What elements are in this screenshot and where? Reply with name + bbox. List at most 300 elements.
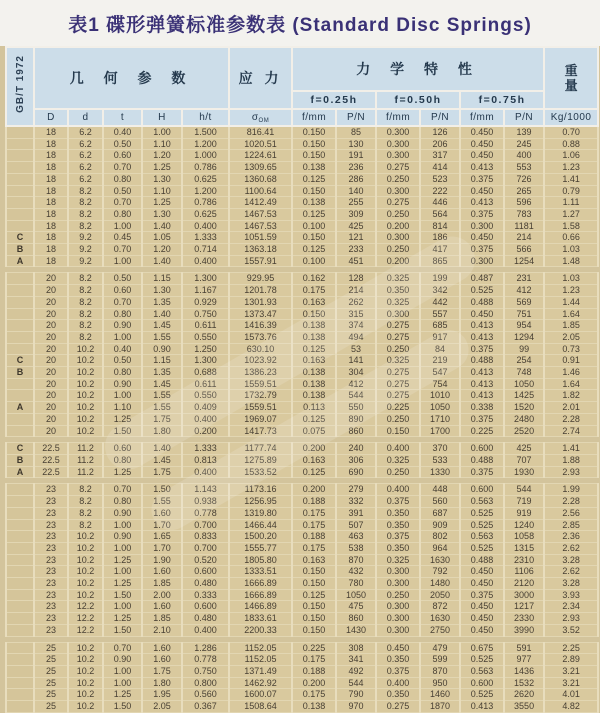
data-cell: 0.375 bbox=[376, 665, 420, 677]
data-cell: 0.800 bbox=[182, 677, 229, 689]
data-cell: 2.56 bbox=[544, 507, 598, 519]
data-cell: 10.2 bbox=[68, 554, 103, 566]
data-cell: 1666.89 bbox=[229, 578, 292, 590]
data-cell: 20 bbox=[34, 331, 68, 343]
data-cell: 0.625 bbox=[182, 208, 229, 220]
data-cell: 0.075 bbox=[292, 425, 336, 437]
table-row bbox=[6, 496, 598, 508]
data-cell: 1.55 bbox=[142, 331, 182, 343]
grade-cell: A bbox=[6, 402, 34, 414]
data-cell: 0.45 bbox=[103, 232, 142, 244]
data-cell: 8.2 bbox=[68, 197, 103, 209]
data-cell: 1023.92 bbox=[229, 355, 292, 367]
data-cell: 1466.44 bbox=[229, 519, 292, 531]
data-cell: 0.175 bbox=[292, 285, 336, 297]
data-cell: 2520 bbox=[504, 425, 544, 437]
data-cell: 0.413 bbox=[460, 367, 504, 379]
data-cell: 544 bbox=[504, 484, 544, 496]
weight-group-header bbox=[544, 47, 598, 109]
data-cell: 18 bbox=[34, 162, 68, 174]
data-cell: 11.2 bbox=[68, 466, 103, 478]
data-cell: 10.2 bbox=[68, 701, 103, 713]
data-cell: 8.2 bbox=[68, 296, 103, 308]
grade-cell bbox=[6, 601, 34, 613]
data-cell: 1275.89 bbox=[229, 454, 292, 466]
data-cell: 0.200 bbox=[376, 255, 420, 267]
data-cell: 0.550 bbox=[182, 390, 229, 402]
data-cell: 0.80 bbox=[103, 454, 142, 466]
data-cell: 492 bbox=[336, 665, 376, 677]
data-cell: 1.45 bbox=[142, 320, 182, 332]
data-cell: 0.200 bbox=[292, 677, 336, 689]
data-cell: 25 bbox=[34, 654, 68, 666]
data-cell: 0.700 bbox=[182, 519, 229, 531]
data-cell: 1500.20 bbox=[229, 531, 292, 543]
data-cell: 1.00 bbox=[103, 331, 142, 343]
grade-cell bbox=[6, 378, 34, 390]
data-cell: 0.188 bbox=[292, 496, 336, 508]
data-cell: 1294 bbox=[504, 331, 544, 343]
data-cell: 0.66 bbox=[544, 232, 598, 244]
data-cell: 0.200 bbox=[182, 425, 229, 437]
data-cell: 0.125 bbox=[292, 208, 336, 220]
data-cell: 1.00 bbox=[103, 566, 142, 578]
table-row bbox=[6, 443, 598, 455]
data-cell: 0.90 bbox=[103, 654, 142, 666]
data-cell: 0.488 bbox=[460, 454, 504, 466]
data-cell: 25 bbox=[34, 677, 68, 689]
data-cell: 1.85 bbox=[142, 578, 182, 590]
data-cell: 0.275 bbox=[376, 701, 420, 713]
grade-cell: A bbox=[6, 466, 34, 478]
data-cell: 1.44 bbox=[544, 296, 598, 308]
data-cell: 0.225 bbox=[376, 402, 420, 414]
data-cell: 0.375 bbox=[460, 173, 504, 185]
data-cell: 0.163 bbox=[292, 296, 336, 308]
data-cell: 1.000 bbox=[182, 150, 229, 162]
data-cell: 10.2 bbox=[68, 542, 103, 554]
data-cell: 0.100 bbox=[292, 220, 336, 232]
data-cell: 2.62 bbox=[544, 566, 598, 578]
table-row bbox=[6, 197, 598, 209]
data-cell: 2330 bbox=[504, 613, 544, 625]
data-cell: 0.163 bbox=[292, 554, 336, 566]
data-cell: 0.413 bbox=[460, 378, 504, 390]
data-cell: 0.350 bbox=[376, 542, 420, 554]
data-cell: 1.80 bbox=[142, 425, 182, 437]
data-cell: 1.50 bbox=[103, 589, 142, 601]
col-fmm-3: f/mm bbox=[460, 109, 504, 126]
data-cell: 18 bbox=[34, 208, 68, 220]
data-cell: 870 bbox=[420, 665, 460, 677]
data-cell: 0.90 bbox=[103, 507, 142, 519]
data-cell: 0.125 bbox=[292, 589, 336, 601]
data-cell: 9.2 bbox=[68, 255, 103, 267]
data-cell: 12.2 bbox=[68, 601, 103, 613]
data-cell: 1010 bbox=[420, 390, 460, 402]
col-d: d bbox=[68, 109, 103, 126]
data-cell: 84 bbox=[420, 343, 460, 355]
data-cell: 596 bbox=[504, 197, 544, 209]
table-row bbox=[6, 367, 598, 379]
data-cell: 2.10 bbox=[142, 624, 182, 636]
data-cell: 0.750 bbox=[182, 308, 229, 320]
data-cell: 1.30 bbox=[142, 208, 182, 220]
data-cell: 53 bbox=[336, 343, 376, 355]
table-row bbox=[6, 244, 598, 256]
data-cell: 130 bbox=[336, 138, 376, 150]
data-cell: 262 bbox=[336, 296, 376, 308]
data-cell: 10.2 bbox=[68, 413, 103, 425]
data-cell: 1732.79 bbox=[229, 390, 292, 402]
table-row bbox=[6, 701, 598, 713]
data-cell: 0.488 bbox=[460, 554, 504, 566]
data-cell: 186 bbox=[420, 232, 460, 244]
data-cell: 10.2 bbox=[68, 589, 103, 601]
data-cell: 23 bbox=[34, 542, 68, 554]
data-cell: 2.28 bbox=[544, 413, 598, 425]
data-cell: 0.325 bbox=[376, 296, 420, 308]
data-cell: 0.550 bbox=[182, 331, 229, 343]
data-cell: 1.75 bbox=[142, 665, 182, 677]
data-cell: 0.175 bbox=[292, 507, 336, 519]
data-cell: 1710 bbox=[420, 413, 460, 425]
data-cell: 1.25 bbox=[103, 578, 142, 590]
data-cell: 99 bbox=[504, 343, 544, 355]
data-cell: 10.2 bbox=[68, 677, 103, 689]
data-cell: 1.300 bbox=[182, 273, 229, 285]
table-row bbox=[6, 285, 598, 297]
data-cell: 1.25 bbox=[103, 689, 142, 701]
data-cell: 0.450 bbox=[460, 185, 504, 197]
data-cell: 0.73 bbox=[544, 343, 598, 355]
data-cell: 1.200 bbox=[182, 138, 229, 150]
data-cell: 1.10 bbox=[142, 185, 182, 197]
data-cell: 342 bbox=[420, 285, 460, 297]
data-cell: 25 bbox=[34, 665, 68, 677]
data-cell: 1.05 bbox=[142, 232, 182, 244]
data-cell: 0.400 bbox=[376, 443, 420, 455]
data-cell: 1.15 bbox=[142, 273, 182, 285]
data-cell: 0.450 bbox=[460, 232, 504, 244]
grade-cell bbox=[6, 208, 34, 220]
data-cell: 0.125 bbox=[292, 413, 336, 425]
data-cell: 0.175 bbox=[292, 654, 336, 666]
table-body bbox=[6, 126, 598, 712]
data-cell: 0.375 bbox=[376, 531, 420, 543]
col-weight-unit: Kg/1000 bbox=[544, 109, 598, 126]
data-cell: 0.375 bbox=[460, 589, 504, 601]
grade-cell bbox=[6, 554, 34, 566]
data-cell: 0.525 bbox=[460, 519, 504, 531]
data-cell: 10.2 bbox=[68, 367, 103, 379]
data-cell: 1.50 bbox=[103, 624, 142, 636]
data-cell: 0.200 bbox=[292, 484, 336, 496]
data-cell: 0.113 bbox=[292, 402, 336, 414]
data-cell: 1.40 bbox=[142, 308, 182, 320]
data-cell: 0.70 bbox=[103, 296, 142, 308]
table-row bbox=[6, 542, 598, 554]
data-cell: 25 bbox=[34, 701, 68, 713]
data-cell: 12.2 bbox=[68, 613, 103, 625]
data-cell: 630.10 bbox=[229, 343, 292, 355]
data-cell: 1700 bbox=[420, 425, 460, 437]
data-cell: 0.150 bbox=[292, 613, 336, 625]
data-cell: 1460 bbox=[420, 689, 460, 701]
data-cell: 0.813 bbox=[182, 454, 229, 466]
data-cell: 0.300 bbox=[376, 232, 420, 244]
data-cell: 1224.61 bbox=[229, 150, 292, 162]
data-cell: 8.2 bbox=[68, 331, 103, 343]
grade-cell bbox=[6, 519, 34, 531]
grade-cell bbox=[6, 185, 34, 197]
data-cell: 9.2 bbox=[68, 232, 103, 244]
data-cell: 0.80 bbox=[103, 496, 142, 508]
data-cell: 23 bbox=[34, 589, 68, 601]
data-cell: 0.250 bbox=[376, 343, 420, 355]
data-cell: 286 bbox=[336, 173, 376, 185]
data-cell: 6.2 bbox=[68, 126, 103, 138]
data-cell: 23 bbox=[34, 496, 68, 508]
data-cell: 1.06 bbox=[544, 150, 598, 162]
data-cell: 23 bbox=[34, 613, 68, 625]
data-cell: 8.2 bbox=[68, 285, 103, 297]
data-cell: 0.163 bbox=[292, 355, 336, 367]
data-cell: 1177.74 bbox=[229, 443, 292, 455]
data-cell: 23 bbox=[34, 531, 68, 543]
data-cell: 20 bbox=[34, 378, 68, 390]
data-cell: 909 bbox=[420, 519, 460, 531]
table-row bbox=[6, 355, 598, 367]
data-cell: 599 bbox=[420, 654, 460, 666]
data-cell: 341 bbox=[336, 654, 376, 666]
data-cell: 448 bbox=[420, 484, 460, 496]
data-cell: 20 bbox=[34, 390, 68, 402]
data-cell: 1315 bbox=[504, 542, 544, 554]
data-cell: 564 bbox=[420, 208, 460, 220]
data-cell: 0.250 bbox=[376, 244, 420, 256]
data-cell: 719 bbox=[504, 496, 544, 508]
table-row bbox=[6, 507, 598, 519]
data-cell: 2.00 bbox=[142, 589, 182, 601]
data-cell: 0.275 bbox=[376, 162, 420, 174]
data-cell: 533 bbox=[420, 454, 460, 466]
data-cell: 23 bbox=[34, 578, 68, 590]
data-cell: 0.325 bbox=[376, 355, 420, 367]
data-cell: 25 bbox=[34, 689, 68, 701]
data-cell: 222 bbox=[420, 185, 460, 197]
table-row bbox=[6, 519, 598, 531]
data-cell: 0.275 bbox=[376, 367, 420, 379]
data-cell: 0.300 bbox=[376, 308, 420, 320]
data-cell: 2.74 bbox=[544, 425, 598, 437]
data-cell: 3990 bbox=[504, 624, 544, 636]
data-cell: 1050 bbox=[336, 589, 376, 601]
data-cell: 0.487 bbox=[460, 273, 504, 285]
data-cell: 0.250 bbox=[376, 466, 420, 478]
data-cell: 1363.18 bbox=[229, 244, 292, 256]
data-cell: 0.138 bbox=[292, 701, 336, 713]
data-cell: 0.714 bbox=[182, 244, 229, 256]
data-cell: 0.375 bbox=[460, 244, 504, 256]
data-cell: 1520 bbox=[504, 402, 544, 414]
data-cell: 214 bbox=[504, 232, 544, 244]
table-row bbox=[6, 454, 598, 466]
data-cell: 20 bbox=[34, 296, 68, 308]
data-cell: 1.00 bbox=[103, 665, 142, 677]
data-cell: 591 bbox=[504, 642, 544, 654]
data-cell: 1.41 bbox=[544, 173, 598, 185]
data-cell: 748 bbox=[504, 367, 544, 379]
data-cell: 0.563 bbox=[460, 665, 504, 677]
data-cell: 1.25 bbox=[103, 466, 142, 478]
data-cell: 0.480 bbox=[182, 578, 229, 590]
data-cell: 2.93 bbox=[544, 613, 598, 625]
data-cell: 547 bbox=[420, 367, 460, 379]
data-cell: 1201.78 bbox=[229, 285, 292, 297]
table-row bbox=[6, 343, 598, 355]
data-cell: 2.36 bbox=[544, 531, 598, 543]
data-cell: 1.50 bbox=[142, 484, 182, 496]
data-cell: 191 bbox=[336, 150, 376, 162]
table-row bbox=[6, 654, 598, 666]
data-cell: 1.500 bbox=[182, 126, 229, 138]
data-cell: 1050 bbox=[420, 402, 460, 414]
data-cell: 1.99 bbox=[544, 484, 598, 496]
data-cell: 1.333 bbox=[182, 443, 229, 455]
data-cell: 0.275 bbox=[376, 320, 420, 332]
data-cell: 20 bbox=[34, 320, 68, 332]
table-row bbox=[6, 185, 598, 197]
grade-cell bbox=[6, 220, 34, 232]
data-cell: 332 bbox=[336, 496, 376, 508]
data-cell: 1.00 bbox=[103, 255, 142, 267]
data-cell: 1557.91 bbox=[229, 255, 292, 267]
data-cell: 0.600 bbox=[460, 677, 504, 689]
data-cell: 1532 bbox=[504, 677, 544, 689]
table-row bbox=[6, 665, 598, 677]
data-cell: 977 bbox=[504, 654, 544, 666]
data-cell: 0.50 bbox=[103, 273, 142, 285]
data-cell: 0.300 bbox=[376, 185, 420, 197]
data-cell: 1.23 bbox=[544, 285, 598, 297]
data-cell: 0.150 bbox=[292, 601, 336, 613]
data-cell: 2.93 bbox=[544, 466, 598, 478]
data-cell: 1.00 bbox=[103, 601, 142, 613]
grade-cell bbox=[6, 320, 34, 332]
data-cell: 0.150 bbox=[292, 578, 336, 590]
data-cell: 1.50 bbox=[103, 701, 142, 713]
data-cell: 0.300 bbox=[376, 601, 420, 613]
data-cell: 0.450 bbox=[460, 126, 504, 138]
data-cell: 0.90 bbox=[103, 378, 142, 390]
table-row bbox=[6, 296, 598, 308]
data-cell: 1.30 bbox=[142, 285, 182, 297]
data-cell: 0.150 bbox=[292, 308, 336, 320]
data-cell: 6.2 bbox=[68, 173, 103, 185]
data-cell: 1.35 bbox=[142, 367, 182, 379]
data-cell: 0.450 bbox=[460, 578, 504, 590]
data-cell: 2.28 bbox=[544, 496, 598, 508]
data-cell: 10.2 bbox=[68, 355, 103, 367]
data-cell: 0.125 bbox=[292, 244, 336, 256]
data-cell: 0.525 bbox=[460, 542, 504, 554]
data-cell: 1051.59 bbox=[229, 232, 292, 244]
data-cell: 685 bbox=[420, 320, 460, 332]
data-cell: 0.611 bbox=[182, 378, 229, 390]
geometry-group-header: 几 何 参 数 bbox=[34, 47, 229, 109]
data-cell: 0.138 bbox=[292, 197, 336, 209]
data-cell: 0.375 bbox=[460, 343, 504, 355]
data-cell: 1805.80 bbox=[229, 554, 292, 566]
data-cell: 1.88 bbox=[544, 454, 598, 466]
data-cell: 544 bbox=[336, 677, 376, 689]
data-cell: 23 bbox=[34, 601, 68, 613]
data-cell: 0.778 bbox=[182, 654, 229, 666]
data-cell: 0.250 bbox=[376, 413, 420, 425]
data-cell: 0.400 bbox=[182, 220, 229, 232]
data-cell: 0.138 bbox=[292, 331, 336, 343]
data-cell: 6.2 bbox=[68, 138, 103, 150]
data-cell: 0.300 bbox=[376, 613, 420, 625]
table-row bbox=[6, 689, 598, 701]
data-cell: 304 bbox=[336, 367, 376, 379]
grade-cell bbox=[6, 162, 34, 174]
data-cell: 2.01 bbox=[544, 402, 598, 414]
data-cell: 442 bbox=[420, 296, 460, 308]
table-row bbox=[6, 554, 598, 566]
data-cell: 8.2 bbox=[68, 308, 103, 320]
data-cell: 391 bbox=[336, 507, 376, 519]
data-cell: 860 bbox=[336, 613, 376, 625]
data-cell: 0.350 bbox=[376, 689, 420, 701]
data-cell: 0.90 bbox=[142, 343, 182, 355]
data-cell: 2.25 bbox=[544, 642, 598, 654]
data-cell: 1467.53 bbox=[229, 220, 292, 232]
data-cell: 1.60 bbox=[142, 601, 182, 613]
data-cell: 0.300 bbox=[376, 578, 420, 590]
data-cell: 0.350 bbox=[376, 507, 420, 519]
grade-cell bbox=[6, 197, 34, 209]
data-cell: 557 bbox=[420, 308, 460, 320]
data-cell: 707 bbox=[504, 454, 544, 466]
col-fmm-2: f/mm bbox=[376, 109, 420, 126]
data-cell: 1.333 bbox=[182, 232, 229, 244]
data-cell: 1.55 bbox=[142, 496, 182, 508]
data-cell: 8.2 bbox=[68, 208, 103, 220]
data-cell: 0.70 bbox=[103, 197, 142, 209]
data-cell: 10.2 bbox=[68, 402, 103, 414]
data-cell: 0.90 bbox=[103, 320, 142, 332]
data-cell: 0.300 bbox=[376, 126, 420, 138]
data-cell: 1.25 bbox=[103, 554, 142, 566]
data-cell: 1050 bbox=[504, 378, 544, 390]
data-cell: 0.520 bbox=[182, 554, 229, 566]
data-cell: 0.833 bbox=[182, 531, 229, 543]
data-cell: 425 bbox=[336, 220, 376, 232]
data-cell: 10.2 bbox=[68, 578, 103, 590]
data-cell: 4.82 bbox=[544, 701, 598, 713]
grade-cell bbox=[6, 308, 34, 320]
data-cell: 0.80 bbox=[103, 367, 142, 379]
data-cell: 0.150 bbox=[292, 150, 336, 162]
data-cell: 254 bbox=[504, 355, 544, 367]
weight-char-1: 重 bbox=[564, 63, 578, 78]
data-cell: 3.28 bbox=[544, 554, 598, 566]
data-cell: 0.375 bbox=[376, 496, 420, 508]
data-cell: 1319.80 bbox=[229, 507, 292, 519]
data-cell: 1217 bbox=[504, 601, 544, 613]
